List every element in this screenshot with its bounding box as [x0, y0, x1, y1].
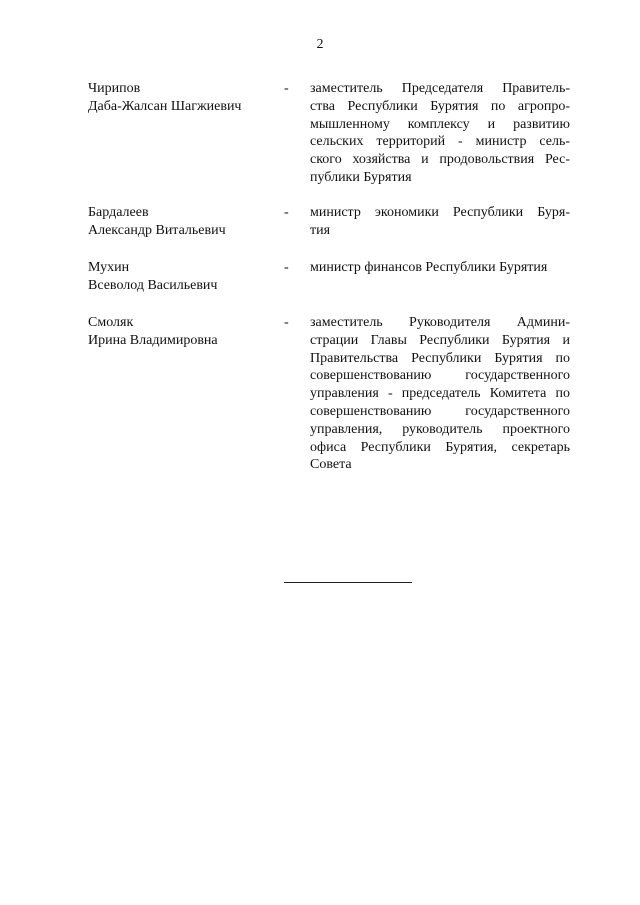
position-line: публики Бурятия [310, 169, 412, 185]
member-name [88, 204, 273, 240]
member-given-names: Даба-Жалсан Шагжиевич [88, 98, 242, 114]
separator-dash: - [284, 205, 289, 220]
position-line: мышленному комплексу и развитию [310, 116, 570, 132]
member-surname: Мухин [88, 260, 130, 275]
member-position [310, 204, 570, 240]
position-line: сельских территорий - министр сель- [310, 134, 570, 150]
member-name [88, 80, 273, 116]
separator-dash: - [284, 315, 289, 330]
closing-divider [284, 582, 412, 583]
position-line: управления, руководитель проектного [310, 421, 570, 437]
member-surname: Чирипов [88, 81, 141, 96]
separator-dash: - [284, 260, 289, 275]
member-name [88, 259, 273, 295]
member-given-names: Всеволод Васильевич [88, 277, 218, 293]
position-line: страции Главы Республики Бурятия и [310, 332, 570, 348]
position-line: ского хозяйства и продовольствия Рес- [310, 152, 570, 168]
position-line: офиса Республики Бурятия, секретарь [310, 439, 570, 455]
member-name [88, 314, 273, 350]
member-position [310, 259, 570, 277]
member-position [310, 314, 570, 474]
position-line: тия [310, 222, 331, 238]
member-given-names: Ирина Владимировна [88, 332, 218, 348]
separator-dash: - [284, 81, 289, 96]
position-line: Совета [310, 457, 352, 473]
position-line: министр финансов Республики Бурятия [310, 260, 548, 275]
member-given-names: Александр Витальевич [88, 222, 226, 238]
position-line: заместитель Руководителя Админи- [310, 315, 570, 330]
position-line: ства Республики Бурятия по агропро- [310, 98, 570, 114]
position-line: Правительства Республики Бурятия по [310, 350, 570, 366]
position-line: совершенствованию государственного [310, 368, 570, 384]
member-surname: Бардалеев [88, 205, 149, 220]
member-surname: Смоляк [88, 315, 134, 330]
position-line: министр экономики Республики Буря- [310, 205, 570, 220]
position-line: заместитель Председателя Правитель- [310, 81, 570, 96]
member-position [310, 80, 570, 187]
page-number: 2 [316, 37, 324, 52]
position-line: совершенствованию государственного [310, 403, 570, 419]
position-line: управления - председатель Комитета по [310, 386, 570, 402]
